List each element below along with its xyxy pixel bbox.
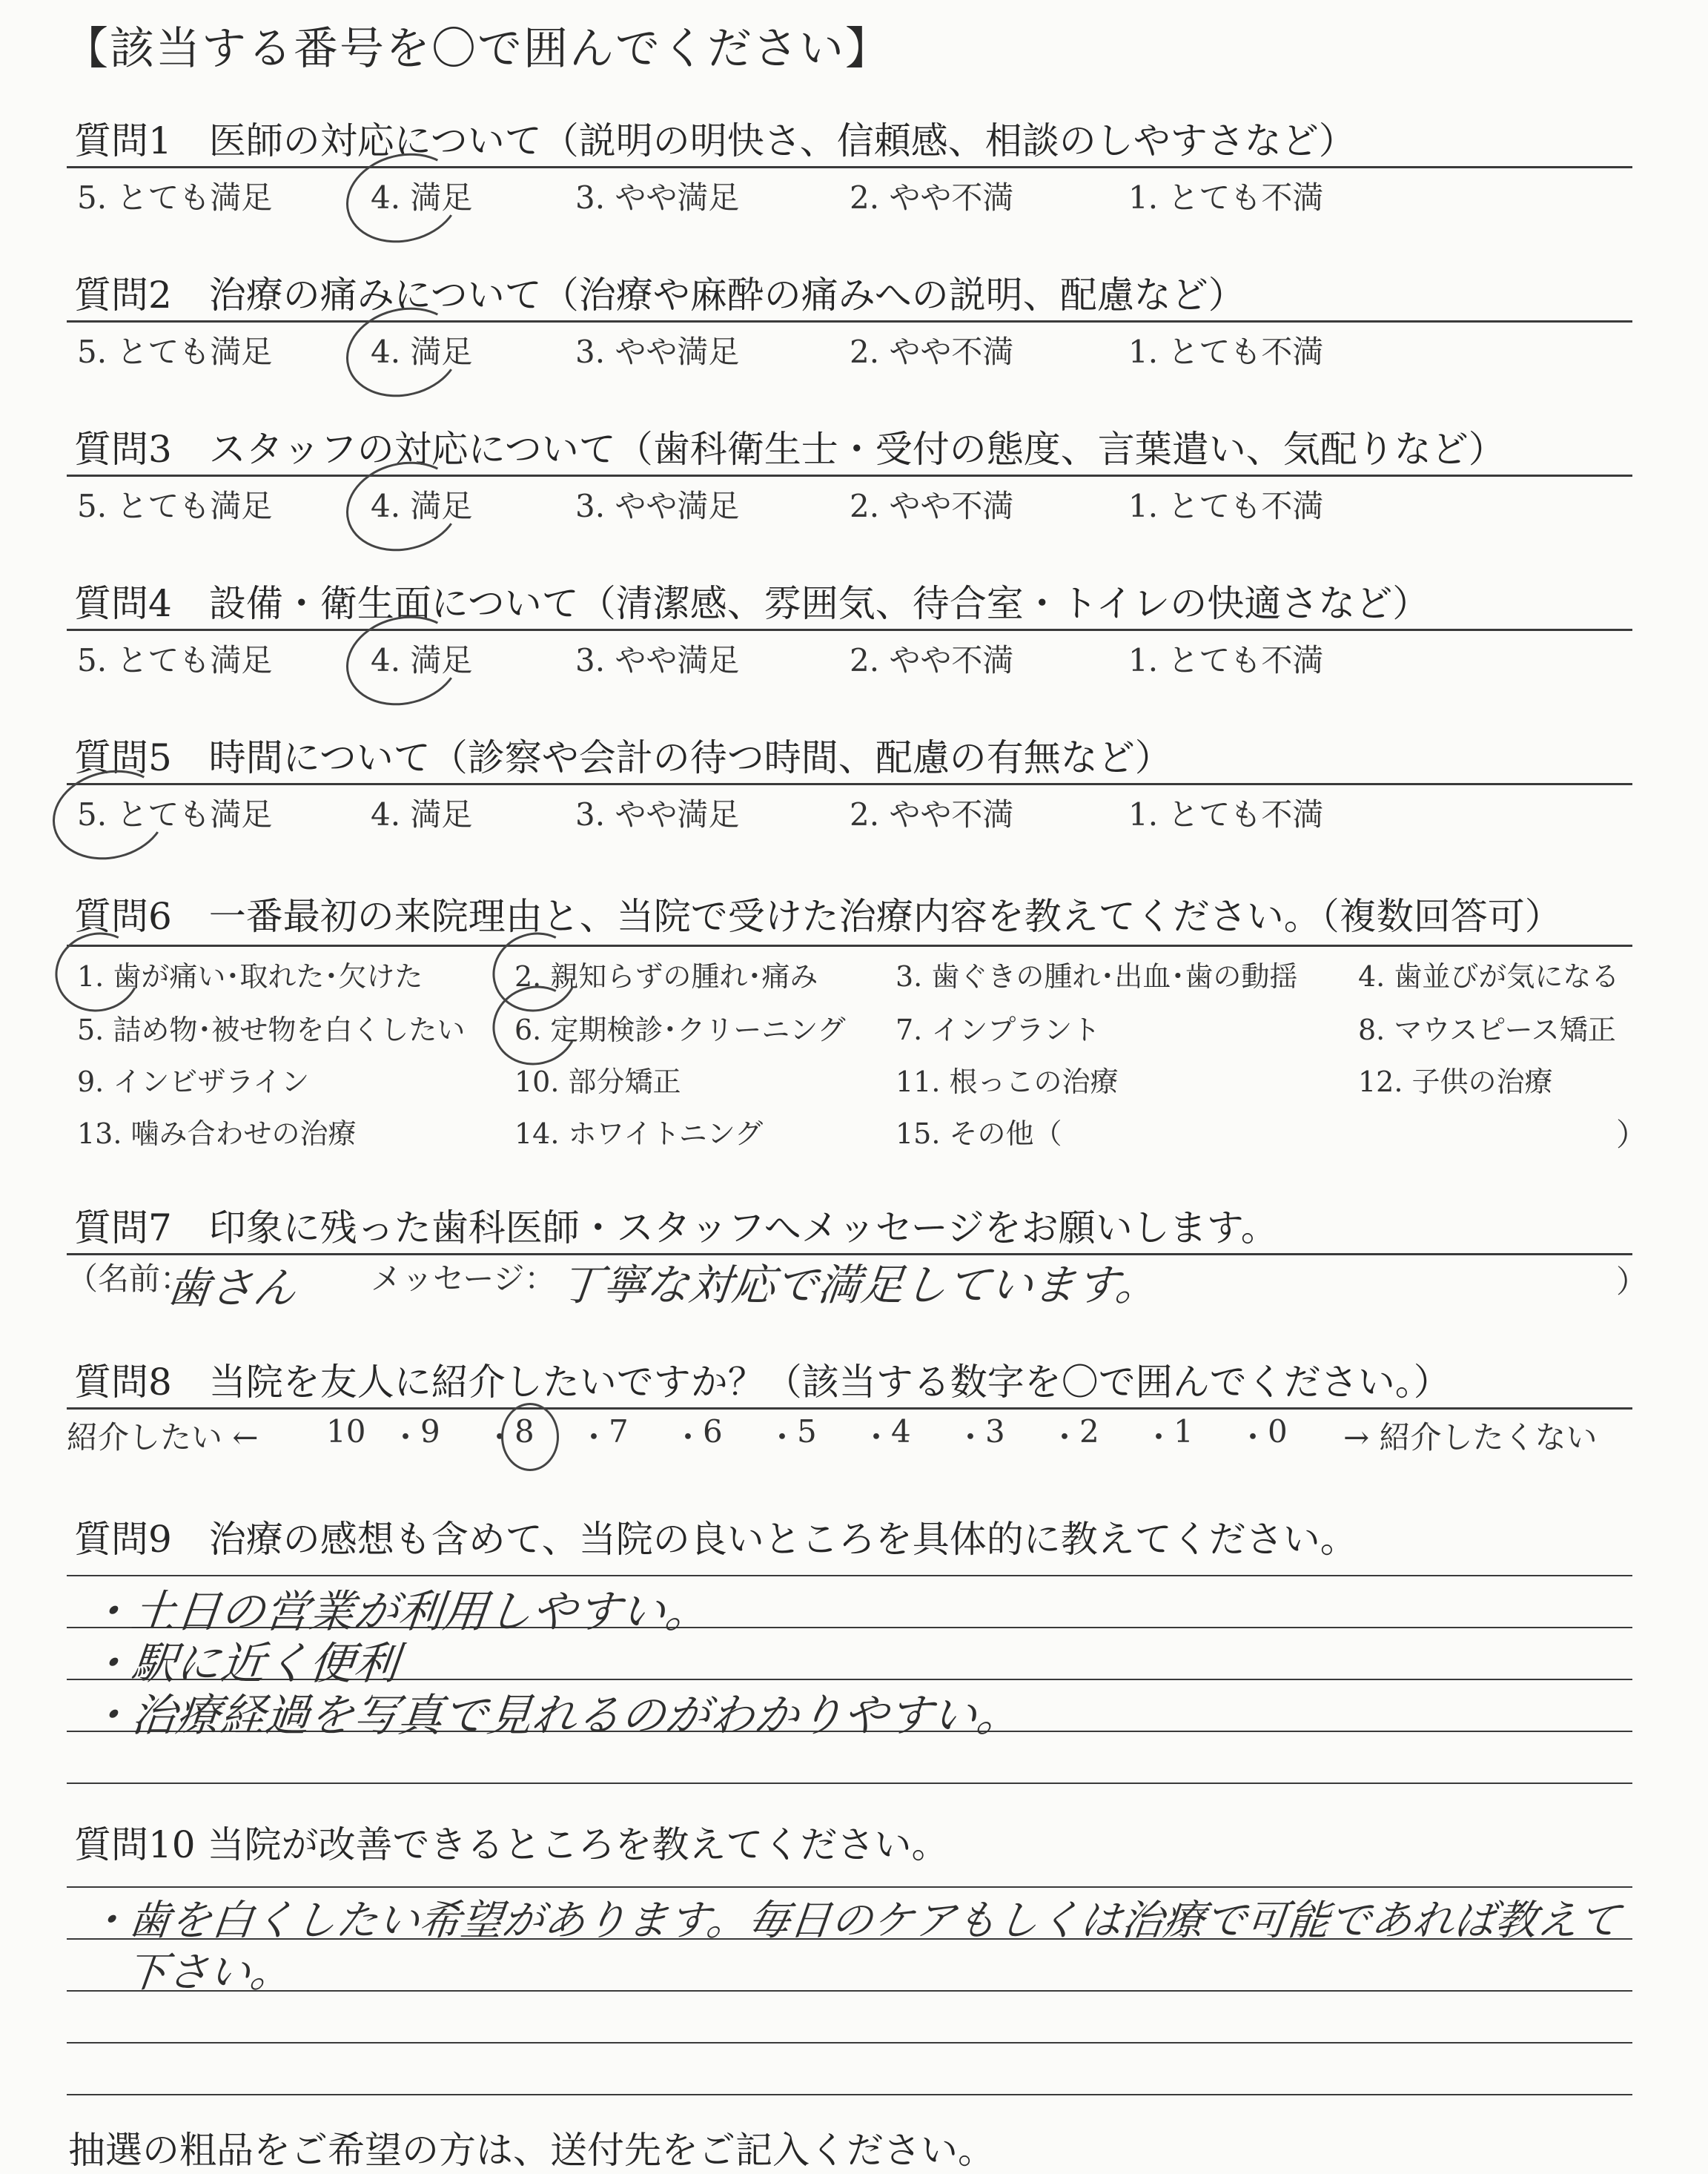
q8-separator-dot: ・ xyxy=(578,1419,610,1456)
q1-option-1[interactable]: 1. とても不満 xyxy=(1128,179,1324,216)
q8-scale-2[interactable]: 2 xyxy=(1079,1413,1099,1450)
q6-option-2[interactable]: 2. 親知らずの腫れ･痛み xyxy=(514,960,818,993)
q4-option-3[interactable]: 3. やや満足 xyxy=(575,642,740,678)
q9-label: 質問9 治療の感想も含めて、当院の良いところを具体的に教えてください。 xyxy=(74,1518,1357,1561)
q6-option-9[interactable]: 9. インビザライン xyxy=(77,1065,310,1098)
q8-selection-circle xyxy=(501,1403,559,1471)
q4-option-4[interactable]: 4. 満足 xyxy=(371,642,473,678)
q5-option-3[interactable]: 3. やや満足 xyxy=(575,796,740,833)
q8-scale-10[interactable]: 10 xyxy=(326,1413,366,1450)
q3-option-2[interactable]: 2. やや不満 xyxy=(850,488,1014,524)
q6-underline xyxy=(67,945,1632,947)
q8-right-label: → 紹介したくない xyxy=(1343,1419,1598,1456)
q5-option-2[interactable]: 2. やや不満 xyxy=(850,796,1014,833)
q8-scale-8[interactable]: 8 xyxy=(514,1413,534,1450)
form-title: 【該当する番号を〇で囲んでください】 xyxy=(64,23,891,75)
q4-option-2[interactable]: 2. やや不満 xyxy=(850,642,1014,678)
q6-option-8[interactable]: 8. マウスピース矯正 xyxy=(1358,1014,1616,1046)
q10-line-5 xyxy=(67,2094,1632,2095)
q8-scale-1[interactable]: 1 xyxy=(1174,1413,1194,1450)
q1-option-3[interactable]: 3. やや満足 xyxy=(575,179,740,216)
q6-option-7[interactable]: 7. インプラント xyxy=(896,1014,1101,1046)
q8-left-label: 紹介したい ← xyxy=(67,1419,259,1456)
q8-scale-7[interactable]: 7 xyxy=(609,1413,629,1450)
q10-line-4 xyxy=(67,2042,1632,2044)
q8-scale-9[interactable]: 9 xyxy=(420,1413,440,1450)
q8-underline xyxy=(67,1407,1632,1410)
q6-option-1[interactable]: 1. 歯が痛い･取れた･欠けた xyxy=(77,960,423,993)
q10-answer-2: 下さい。 xyxy=(123,1949,294,1997)
q8-separator-dot: ・ xyxy=(1237,1419,1269,1456)
q10-line-3 xyxy=(67,1990,1632,1992)
q3-option-5[interactable]: 5. とても満足 xyxy=(77,488,273,524)
q6-option-14[interactable]: 14. ホワイトニング xyxy=(514,1117,764,1150)
q8-scale-0[interactable]: 0 xyxy=(1268,1413,1288,1450)
q1-option-4[interactable]: 4. 満足 xyxy=(371,179,473,216)
q3-option-1[interactable]: 1. とても不満 xyxy=(1128,488,1324,524)
q8-separator-dot: ・ xyxy=(955,1419,987,1456)
q9-line-5 xyxy=(67,1783,1632,1784)
q4-label: 質問4 設備・衛生面について（清潔感、雰囲気、待合室・トイレの快適さなど） xyxy=(74,582,1430,625)
q4-underline xyxy=(67,629,1632,631)
q8-scale-4[interactable]: 4 xyxy=(891,1413,911,1450)
q8-separator-dot: ・ xyxy=(484,1419,516,1456)
q8-separator-dot: ・ xyxy=(767,1419,798,1456)
q3-label: 質問3 スタッフの対応について（歯科衛生士・受付の態度、言葉遣い、気配りなど） xyxy=(74,428,1506,471)
q7-name-value: 歯さん xyxy=(164,1263,299,1313)
q6-option-6[interactable]: 6. 定期検診･クリーニング xyxy=(514,1014,846,1046)
q1-label: 質問1 医師の対応について（説明の明快さ、信頼感、相談のしやすさなど） xyxy=(74,119,1356,162)
q3-option-4[interactable]: 4. 満足 xyxy=(371,488,473,524)
q10-label: 質問10 当院が改善できるところを教えてください。 xyxy=(74,1823,949,1866)
q8-separator-dot: ・ xyxy=(861,1419,893,1456)
q9-answer-2: ・駅に近く便利 xyxy=(84,1638,402,1690)
q6-label: 質問6 一番最初の来院理由と、当院で受けた治療内容を教えてください。（複数回答可） xyxy=(74,895,1562,938)
q2-option-3[interactable]: 3. やや満足 xyxy=(575,334,740,370)
q6-option-10[interactable]: 10. 部分矯正 xyxy=(514,1065,681,1098)
q6-option-5[interactable]: 5. 詰め物･被せ物を白くしたい xyxy=(77,1014,466,1046)
q5-label: 質問5 時間について（診察や会計の待つ時間、配慮の有無など） xyxy=(74,736,1172,779)
q2-underline xyxy=(67,320,1632,323)
q1-option-2[interactable]: 2. やや不満 xyxy=(850,179,1014,216)
q1-option-5[interactable]: 5. とても満足 xyxy=(77,179,273,216)
q5-option-5[interactable]: 5. とても満足 xyxy=(77,796,273,833)
q8-scale-3[interactable]: 3 xyxy=(985,1413,1005,1450)
q2-option-4[interactable]: 4. 満足 xyxy=(371,334,473,370)
q1-underline xyxy=(67,166,1632,168)
q2-option-2[interactable]: 2. やや不満 xyxy=(850,334,1014,370)
q6-option-3[interactable]: 3. 歯ぐきの腫れ･出血･歯の動揺 xyxy=(896,960,1298,993)
q6-option-11[interactable]: 11. 根っこの治療 xyxy=(896,1065,1119,1098)
q6-option-4[interactable]: 4. 歯並びが気になる xyxy=(1358,960,1620,993)
q8-label: 質問8 当院を友人に紹介したいですか？（該当する数字を〇で囲んでください。） xyxy=(74,1361,1451,1404)
q3-option-3[interactable]: 3. やや満足 xyxy=(575,488,740,524)
q3-underline xyxy=(67,475,1632,477)
q5-underline xyxy=(67,783,1632,785)
q7-label: 質問7 印象に残った歯科医師・スタッフへメッセージをお願いします。 xyxy=(74,1206,1278,1249)
q8-scale-5[interactable]: 5 xyxy=(797,1413,817,1450)
q2-option-1[interactable]: 1. とても不満 xyxy=(1128,334,1324,370)
q6-option-12[interactable]: 12. 子供の治療 xyxy=(1358,1065,1553,1098)
q6-option-13[interactable]: 13. 噛み合わせの治療 xyxy=(77,1117,357,1150)
q6-option-15[interactable]: 15. その他（ xyxy=(896,1117,1062,1150)
q9-answer-3: ・治療経過を写真で見れるのがわかりやすい。 xyxy=(84,1690,1025,1742)
q6-close-paren: ） xyxy=(1616,1117,1648,1153)
q8-separator-dot: ・ xyxy=(1049,1419,1081,1456)
q4-option-1[interactable]: 1. とても不満 xyxy=(1128,642,1324,678)
q5-option-1[interactable]: 1. とても不満 xyxy=(1128,796,1324,833)
q10-answer-1: ・歯を白くしたい希望があります。毎日のケアもしくは治療で可能であれば教えて xyxy=(85,1897,1623,1945)
q8-separator-dot: ・ xyxy=(1143,1419,1175,1456)
q2-option-5[interactable]: 5. とても満足 xyxy=(77,334,273,370)
footer-note: 抽選の粗品をご希望の方は、送付先をご記入ください。 xyxy=(68,2129,995,2172)
q7-message-value: 丁寧な対応で満足しています。 xyxy=(557,1260,1162,1310)
q7-close-paren: ） xyxy=(1616,1263,1648,1300)
q7-name-label: （名前： xyxy=(67,1261,192,1297)
q8-scale-6[interactable]: 6 xyxy=(703,1413,723,1450)
q8-separator-dot: ・ xyxy=(672,1419,704,1456)
q2-label: 質問2 治療の痛みについて（治療や麻酔の痛みへの説明、配慮など） xyxy=(74,274,1245,317)
q4-option-5[interactable]: 5. とても満足 xyxy=(77,642,273,678)
q9-answer-1: ・土日の営業が利用しやすい。 xyxy=(84,1586,713,1638)
q5-option-4[interactable]: 4. 満足 xyxy=(371,796,473,833)
q8-separator-dot: ・ xyxy=(390,1419,422,1456)
q7-message-label: メッセージ： xyxy=(371,1261,556,1297)
